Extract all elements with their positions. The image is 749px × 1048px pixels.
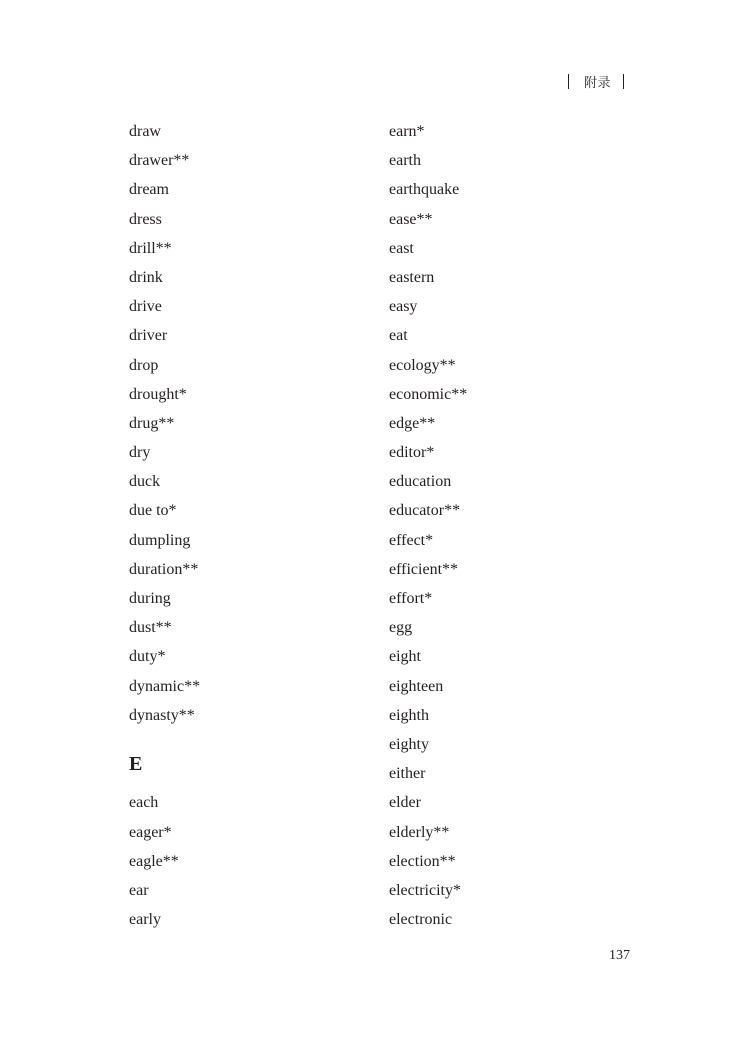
vocabulary-word: elderly** [389,823,450,841]
vocabulary-word: economic** [389,385,468,403]
vocabulary-word: drug** [129,414,175,432]
vocabulary-word: eagle** [129,852,179,870]
vocabulary-word: drill** [129,239,172,257]
vocabulary-word: dumpling [129,531,191,549]
vocabulary-word: due to* [129,502,177,520]
vocabulary-word: ease** [389,210,433,228]
vocabulary-word: eighteen [389,677,444,695]
page-number: 137 [609,948,630,963]
vocabulary-word: earn* [389,123,425,140]
header-divider-right [623,74,624,89]
header-divider-left [568,74,569,89]
vocabulary-word: duration** [129,560,199,578]
vocabulary-word: education [389,473,452,491]
vocabulary-word: electronic [389,911,453,929]
vocabulary-word: duty* [129,648,166,666]
vocabulary-word: eighth [389,706,429,724]
vocabulary-word: either [389,765,426,783]
vocabulary-word: draw [129,123,161,140]
vocabulary-word: east [389,239,414,257]
vocabulary-word: ecology** [389,356,456,374]
vocabulary-word: eight [389,648,421,666]
vocabulary-word: driver [129,327,168,345]
vocabulary-word: election** [389,852,456,870]
vocabulary-word: drink [129,268,163,286]
vocabulary-word: eighty [389,735,429,753]
vocabulary-word: each [129,794,159,812]
header-title: 附录 [584,75,612,91]
vocabulary-word: drop [129,356,159,374]
vocabulary-word: drive [129,298,162,316]
vocabulary-word: eager* [129,823,172,841]
vocabulary-word: efficient** [389,560,459,578]
vocabulary-word: elder [389,794,421,812]
section-letter-heading: E [129,752,143,775]
vocabulary-word: earth [389,152,421,170]
vocabulary-word: editor* [389,444,435,462]
vocabulary-word: dream [129,181,169,199]
vocabulary-word: egg [389,619,413,637]
vocabulary-word: effect* [389,531,434,549]
word-list-left-column [129,117,200,934]
vocabulary-word: effort* [389,590,433,607]
vocabulary-word: early [129,911,161,929]
vocabulary-word: edge** [389,414,436,432]
vocabulary-word: drought* [129,385,187,403]
vocabulary-word: easy [389,298,418,316]
running-header [568,71,624,91]
vocabulary-word: drawer** [129,152,190,170]
vocabulary-word: eat [389,327,408,345]
word-list-right-column [389,117,467,934]
vocabulary-word: earthquake [389,181,460,199]
vocabulary-word: eastern [389,268,435,286]
vocabulary-word: dust** [129,619,172,637]
vocabulary-word: electricity* [389,881,461,899]
vocabulary-word: dress [129,210,162,228]
vocabulary-word: dry [129,444,151,462]
vocabulary-word: ear [129,881,149,899]
vocabulary-word: duck [129,473,161,491]
vocabulary-word: dynamic** [129,677,201,695]
vocabulary-word: educator** [389,502,461,520]
vocabulary-word: during [129,590,171,607]
vocabulary-word: dynasty** [129,706,195,724]
